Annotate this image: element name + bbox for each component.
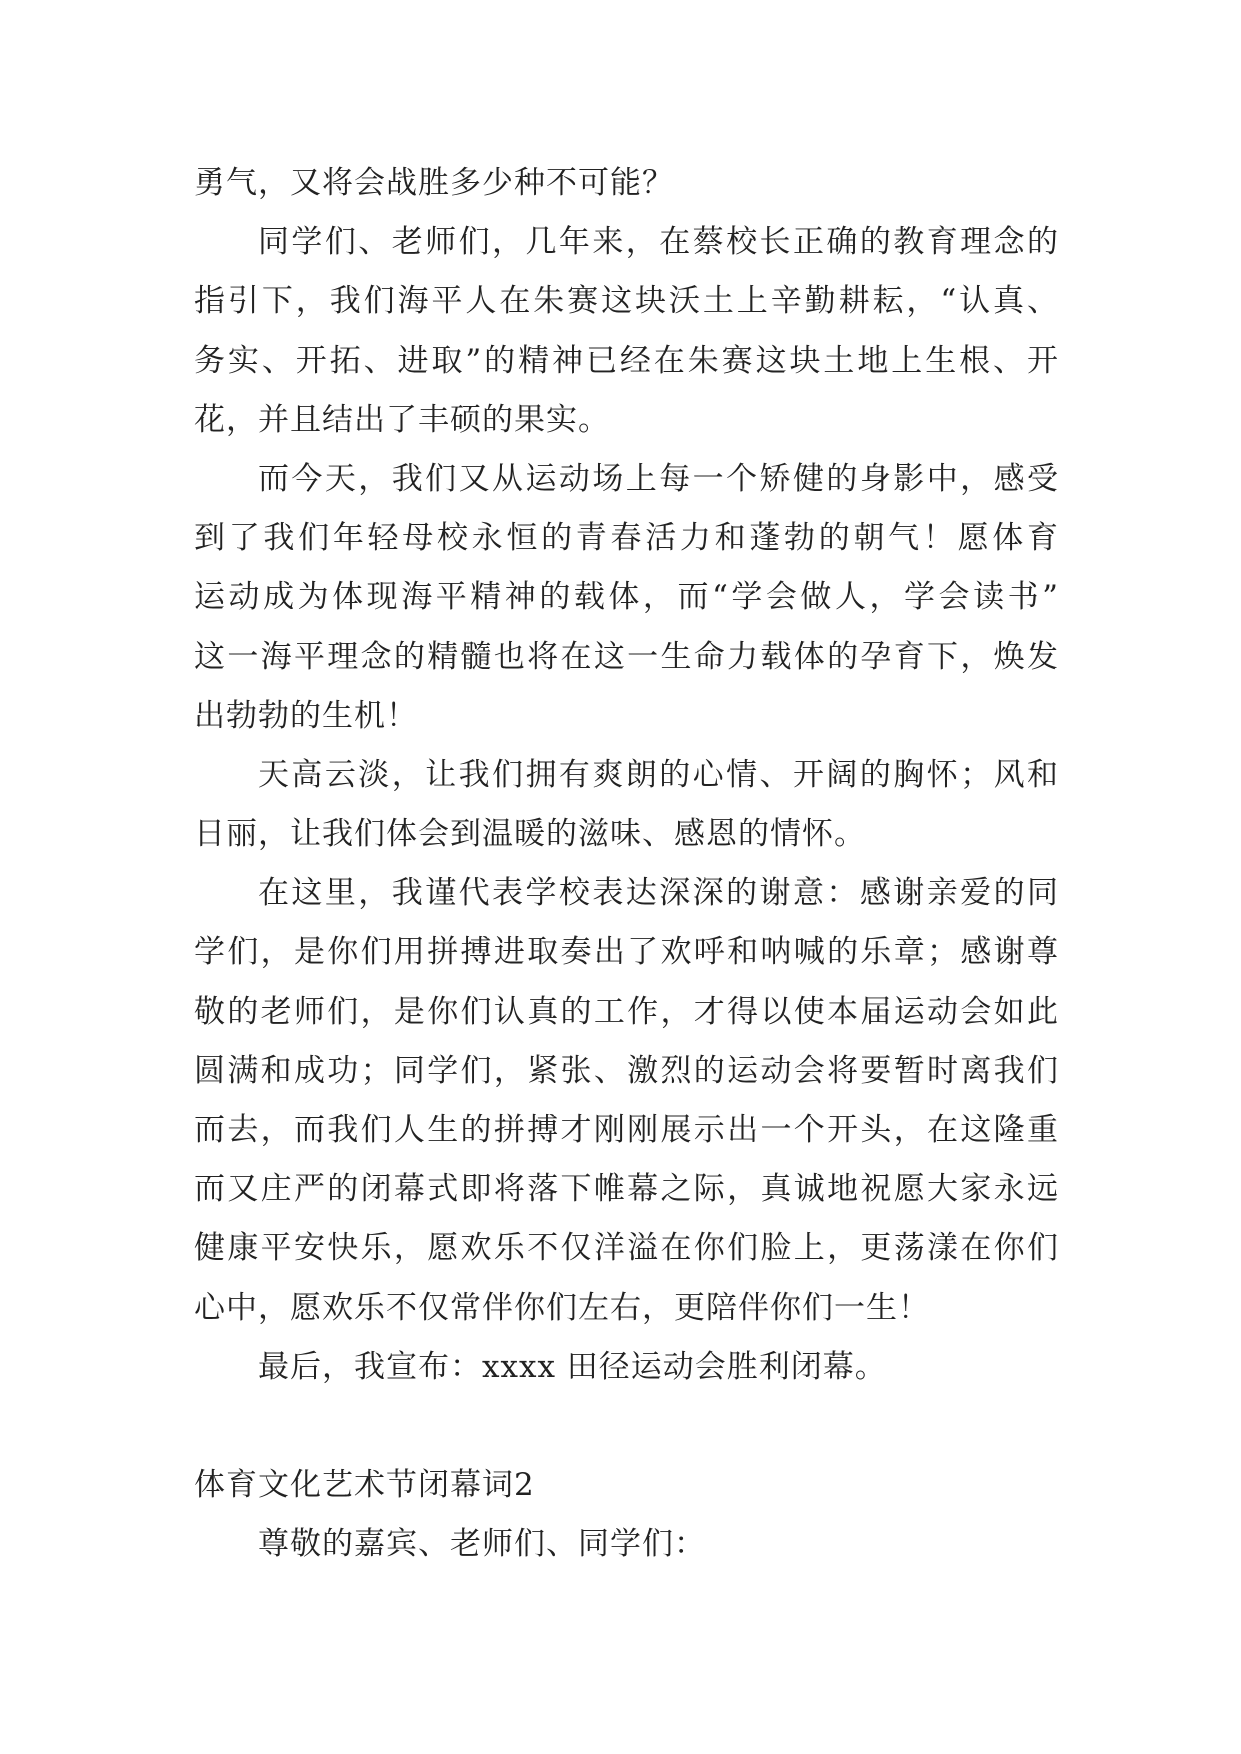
document-body [194,154,1059,1575]
paragraph-line: 而又庄严的闭幕式即将落下帷幕之际，真诚地祝愿大家永远 [194,1171,1059,1208]
paragraph-line: 天高云淡，让我们拥有爽朗的心情、开阔的胸怀；风和 [258,756,1059,793]
paragraph-line: 学们，是你们用拼搏进取奏出了欢呼和呐喊的乐章；感谢尊 [194,934,1059,971]
paragraph-line: 圆满和成功；同学们，紧张、激烈的运动会将要暂时离我们 [194,1052,1059,1089]
closing-line: 最后，我宣布：xxxx 田径运动会胜利闭幕。 [258,1348,887,1385]
paragraph-line: 运动成为体现海平精神的载体，而“学会做人，学会读书” [194,579,1059,616]
paragraph-line: 花，并且结出了丰硕的果实。 [194,401,610,438]
blank-line [194,1397,1059,1456]
paragraph-line: 健康平安快乐，愿欢乐不仅洋溢在你们脸上，更荡漾在你们 [194,1230,1059,1267]
paragraph-line: 日丽，让我们体会到温暖的滋味、感恩的情怀。 [194,816,866,853]
paragraph-line: 同学们、老师们，几年来，在蔡校长正确的教育理念的 [258,224,1059,261]
paragraph-line: 到了我们年轻母校永恒的青春活力和蓬勃的朝气！愿体育 [194,520,1059,557]
paragraph-line: 出勃勃的生机！ [194,697,418,734]
paragraph-line: 这一海平理念的精髓也将在这一生命力载体的孕育下，焕发 [194,638,1059,675]
paragraph-line: 而去，而我们人生的拼搏才刚刚展示出一个开头，在这隆重 [194,1112,1059,1148]
paragraph-line: 而今天，我们又从运动场上每一个矫健的身影中，感受 [258,460,1059,497]
paragraph-line: 务实、开拓、进取”的精神已经在朱赛这块土地上生根、开 [194,342,1059,379]
paragraph-continuation-line: 勇气，又将会战胜多少种不可能？ [194,165,674,201]
salutation: 尊敬的嘉宾、老师们、同学们： [258,1526,706,1563]
paragraph-line: 在这里，我谨代表学校表达深深的谢意：感谢亲爱的同 [258,875,1059,912]
paragraph-line: 心中，愿欢乐不仅常伴你们左右，更陪伴你们一生！ [194,1289,930,1326]
paragraph-line: 指引下，我们海平人在朱赛这块沃土上辛勤耕耘，“认真、 [194,283,1059,320]
section-title: 体育文化艺术节闭幕词2 [194,1467,535,1504]
paragraph-line: 敬的老师们，是你们认真的工作，才得以使本届运动会如此 [194,993,1059,1030]
